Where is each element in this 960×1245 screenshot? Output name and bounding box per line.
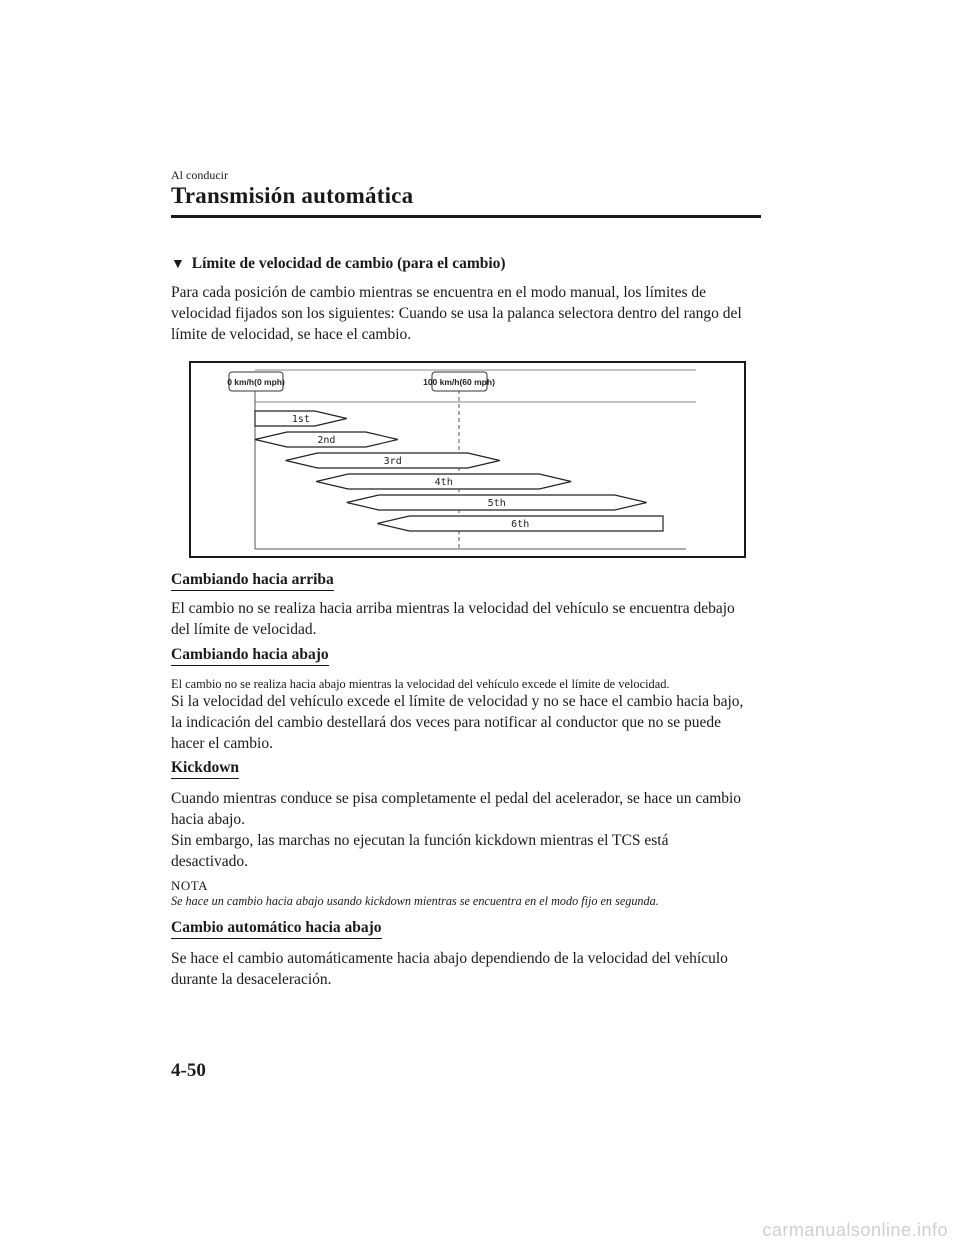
downshift-small-line: El cambio no se realiza hacia abajo mientras la velocidad del vehículo excede el límite de velocidad. [171, 677, 670, 691]
text-line: Si la velocidad del vehículo excede el límite de velocidad y no se hace el cambio hacia bajo, [171, 693, 744, 710]
heading-auto-downshift: Cambio automático hacia abajo [171, 919, 382, 939]
gear-speed-svg [191, 363, 744, 556]
text-line: durante la desaceleración. [171, 971, 332, 988]
text-line: desactivado. [171, 853, 249, 870]
text-line: del límite de velocidad. [171, 621, 317, 638]
intro-paragraph [171, 282, 771, 345]
gear-speed-diagram [189, 361, 746, 558]
subsection-heading [171, 255, 506, 273]
auto-downshift-paragraph [171, 948, 771, 990]
speed-label-0: 0 km/h(0 mph) [227, 377, 285, 387]
gear-label-6th: 6th [511, 519, 530, 530]
note-label: NOTA [171, 878, 209, 893]
text-line: la indicación del cambio destellará dos veces para notificar al conductor que no se puede [171, 714, 722, 731]
downshift-paragraph [171, 691, 771, 754]
note-text: Se hace un cambio hacia abajo usando kickdown mientras se encuentra en el modo fijo en segunda. [171, 894, 659, 908]
text-line: límite de velocidad, se hace el cambio. [171, 326, 412, 343]
section-label: Al conducir [171, 168, 228, 182]
page-title: Transmisión automática [171, 183, 414, 208]
page-number: 4-50 [171, 1060, 206, 1081]
heading-downshift: Cambiando hacia abajo [171, 646, 329, 666]
text-line: El cambio no se realiza hacia arriba mientras la velocidad del vehículo se encuentra debajo [171, 600, 735, 617]
watermark: carmanualsonline.info [762, 1220, 948, 1240]
gear-label-3rd: 3rd [383, 456, 402, 467]
gear-label-4th: 4th [434, 477, 453, 488]
gear-label-2nd: 2nd [317, 435, 336, 446]
text-line: Para cada posición de cambio mientras se encuentra en el modo manual, los límites de [171, 284, 707, 301]
text-line: Se hace el cambio automáticamente hacia abajo dependiendo de la velocidad del vehículo [171, 950, 728, 967]
text-line: hacer el cambio. [171, 735, 273, 752]
text-line: Sin embargo, las marchas no ejecutan la función kickdown mientras el TCS está [171, 832, 669, 849]
subsection-title: Límite de velocidad de cambio (para el cambio) [191, 255, 506, 272]
speed-label-100: 100 km/h(60 mph) [423, 377, 495, 387]
kickdown-paragraph [171, 788, 771, 872]
text-line: velocidad fijados son los siguientes: Cuando se usa la palanca selectora dentro del rango del [171, 305, 742, 322]
gear-label-1st: 1st [291, 414, 310, 425]
triangle-down-icon: ▼ [171, 257, 185, 272]
title-rule [171, 215, 761, 218]
upshift-paragraph [171, 598, 771, 640]
text-line: hacia abajo. [171, 811, 246, 828]
text-line: Cuando mientras conduce se pisa completamente el pedal del acelerador, se hace un cambio [171, 790, 742, 807]
heading-upshift: Cambiando hacia arriba [171, 571, 334, 591]
gear-label-5th: 5th [487, 498, 506, 509]
heading-kickdown: Kickdown [171, 759, 239, 779]
